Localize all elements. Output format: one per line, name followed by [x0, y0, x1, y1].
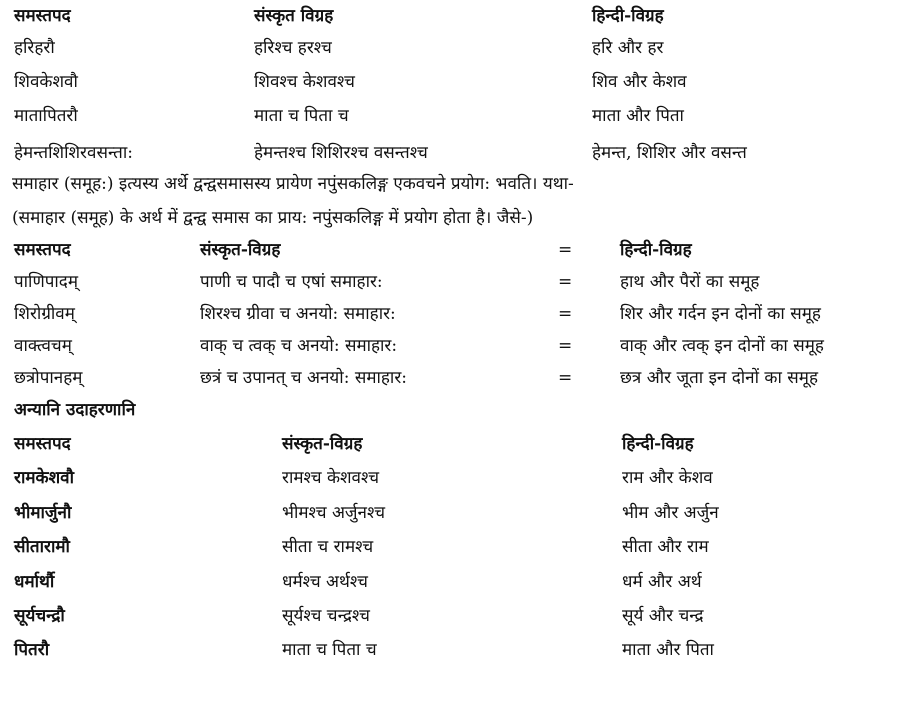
- hindi-vigraha: सीता और राम: [622, 537, 709, 557]
- sanskrit-vigraha: शिरश्च ग्रीवा च अनयो: समाहार:: [200, 304, 396, 324]
- header-hindi-vigraha: हिन्दी-विग्रह: [620, 240, 692, 260]
- table-row: [0, 499, 913, 527]
- hindi-vigraha: शिर और गर्दन इन दोनों का समूह: [620, 304, 821, 324]
- hindi-vigraha: माता और पिता: [622, 640, 714, 660]
- sanskrit-vigraha: रामश्च केशवश्च: [282, 468, 380, 488]
- compound-word: हेमन्तशिशिरवसन्ता:: [14, 143, 133, 163]
- compound-word: सीतारामौ: [14, 537, 70, 557]
- sanskrit-vigraha: भीमश्च अर्जुनश्च: [282, 503, 386, 523]
- compound-word: मातापितरौ: [14, 106, 78, 126]
- hindi-vigraha: हरि और हर: [592, 38, 664, 58]
- hindi-vigraha: शिव और केशव: [592, 72, 687, 92]
- compound-word: शिवकेशवौ: [14, 72, 78, 92]
- sanskrit-vigraha: हेमन्तश्च शिशिरश्च वसन्तश्च: [254, 143, 428, 163]
- header-hindi-vigraha: हिन्दी-विग्रह: [592, 6, 664, 26]
- hindi-vigraha: हाथ और पैरों का समूह: [620, 272, 760, 292]
- hindi-vigraha: छत्र और जूता इन दोनों का समूह: [620, 368, 818, 388]
- compound-word: शिरोग्रीवम्: [14, 304, 75, 324]
- compound-word: धर्मार्थौ: [14, 572, 55, 592]
- table-row: [0, 602, 913, 630]
- compound-word: वाक्त्वचम्: [14, 336, 72, 356]
- sanskrit-vigraha: हरिश्च हरश्च: [254, 38, 332, 58]
- compound-word: भीमार्जुनौ: [14, 503, 72, 523]
- sanskrit-vigraha: माता च पिता च: [282, 640, 377, 660]
- paragraph-line-sanskrit: समाहार (समूह:) इत्यस्य अर्थे द्वन्द्वसमासस्य प्रायेण नपुंसकलिङ्ग एकवचने प्रयोग: भवति। यथा-: [12, 174, 574, 194]
- section-title-text: अन्यानि उदाहरणानि: [14, 400, 136, 420]
- hindi-vigraha: हेमन्त, शिशिर और वसन्त: [592, 143, 747, 163]
- table-row: [0, 464, 913, 492]
- sanskrit-vigraha: शिवश्च केशवश्च: [254, 72, 355, 92]
- compound-word: छत्रोपानहम्: [14, 368, 83, 388]
- hindi-vigraha: राम और केशव: [622, 468, 713, 488]
- sanskrit-vigraha: धर्मश्च अर्थश्च: [282, 572, 368, 592]
- table-row: [0, 300, 913, 328]
- sanskrit-vigraha: पाणी च पादौ च एषां समाहार:: [200, 272, 383, 292]
- table-row: [0, 102, 913, 130]
- table-row: [0, 139, 913, 167]
- table-row: [0, 364, 913, 392]
- header-compound: समस्तपद: [14, 240, 71, 260]
- paragraph-line-hindi: (समाहार (समूह) के अर्थ में द्वन्द्व समास का प्राय: नपुंसकलिङ्ग में प्रयोग होता है। जैसे-): [12, 208, 534, 228]
- equals-sign: =: [558, 272, 573, 292]
- table-row: [0, 332, 913, 360]
- equals-sign: =: [558, 304, 573, 324]
- table-row: [0, 636, 913, 664]
- hindi-vigraha: माता और पिता: [592, 106, 684, 126]
- header-sanskrit-vigraha: संस्कृत विग्रह: [254, 6, 334, 26]
- hindi-vigraha: धर्म और अर्थ: [622, 572, 702, 592]
- sanskrit-vigraha: माता च पिता च: [254, 106, 349, 126]
- hindi-vigraha: वाक् और त्वक् इन दोनों का समूह: [620, 336, 824, 356]
- compound-word: हरिहरौ: [14, 38, 55, 58]
- hindi-vigraha: भीम और अर्जुन: [622, 503, 719, 523]
- compound-word: पितरौ: [14, 640, 50, 660]
- table-header: [0, 430, 913, 458]
- header-compound: समस्तपद: [14, 6, 71, 26]
- table-header: [0, 2, 913, 30]
- equals-sign: =: [558, 368, 573, 388]
- equals-sign: =: [558, 336, 573, 356]
- compound-word: सूर्यचन्द्रौ: [14, 606, 65, 626]
- section-title: [0, 396, 913, 424]
- compound-word: रामकेशवौ: [14, 468, 74, 488]
- sanskrit-vigraha: छत्रं च उपानत् च अनयो: समाहार:: [200, 368, 407, 388]
- table-row: [0, 34, 913, 62]
- hindi-vigraha: सूर्य और चन्द्र: [622, 606, 704, 626]
- table-row: [0, 268, 913, 296]
- sanskrit-vigraha: सीता च रामश्च: [282, 537, 374, 557]
- header-sanskrit-vigraha: संस्कृत-विग्रह: [282, 434, 363, 454]
- header-compound: समस्तपद: [14, 434, 71, 454]
- table-row: [0, 68, 913, 96]
- table-header: [0, 236, 913, 264]
- header-hindi-vigraha: हिन्दी-विग्रह: [622, 434, 694, 454]
- header-sanskrit-vigraha: संस्कृत-विग्रह: [200, 240, 281, 260]
- compound-word: पाणिपादम्: [14, 272, 79, 292]
- sanskrit-vigraha: वाक् च त्वक् च अनयो: समाहार:: [200, 336, 398, 356]
- table-row: [0, 568, 913, 596]
- sanskrit-vigraha: सूर्यश्च चन्द्रश्च: [282, 606, 370, 626]
- table-row: [0, 533, 913, 561]
- equals-sign: =: [558, 240, 573, 260]
